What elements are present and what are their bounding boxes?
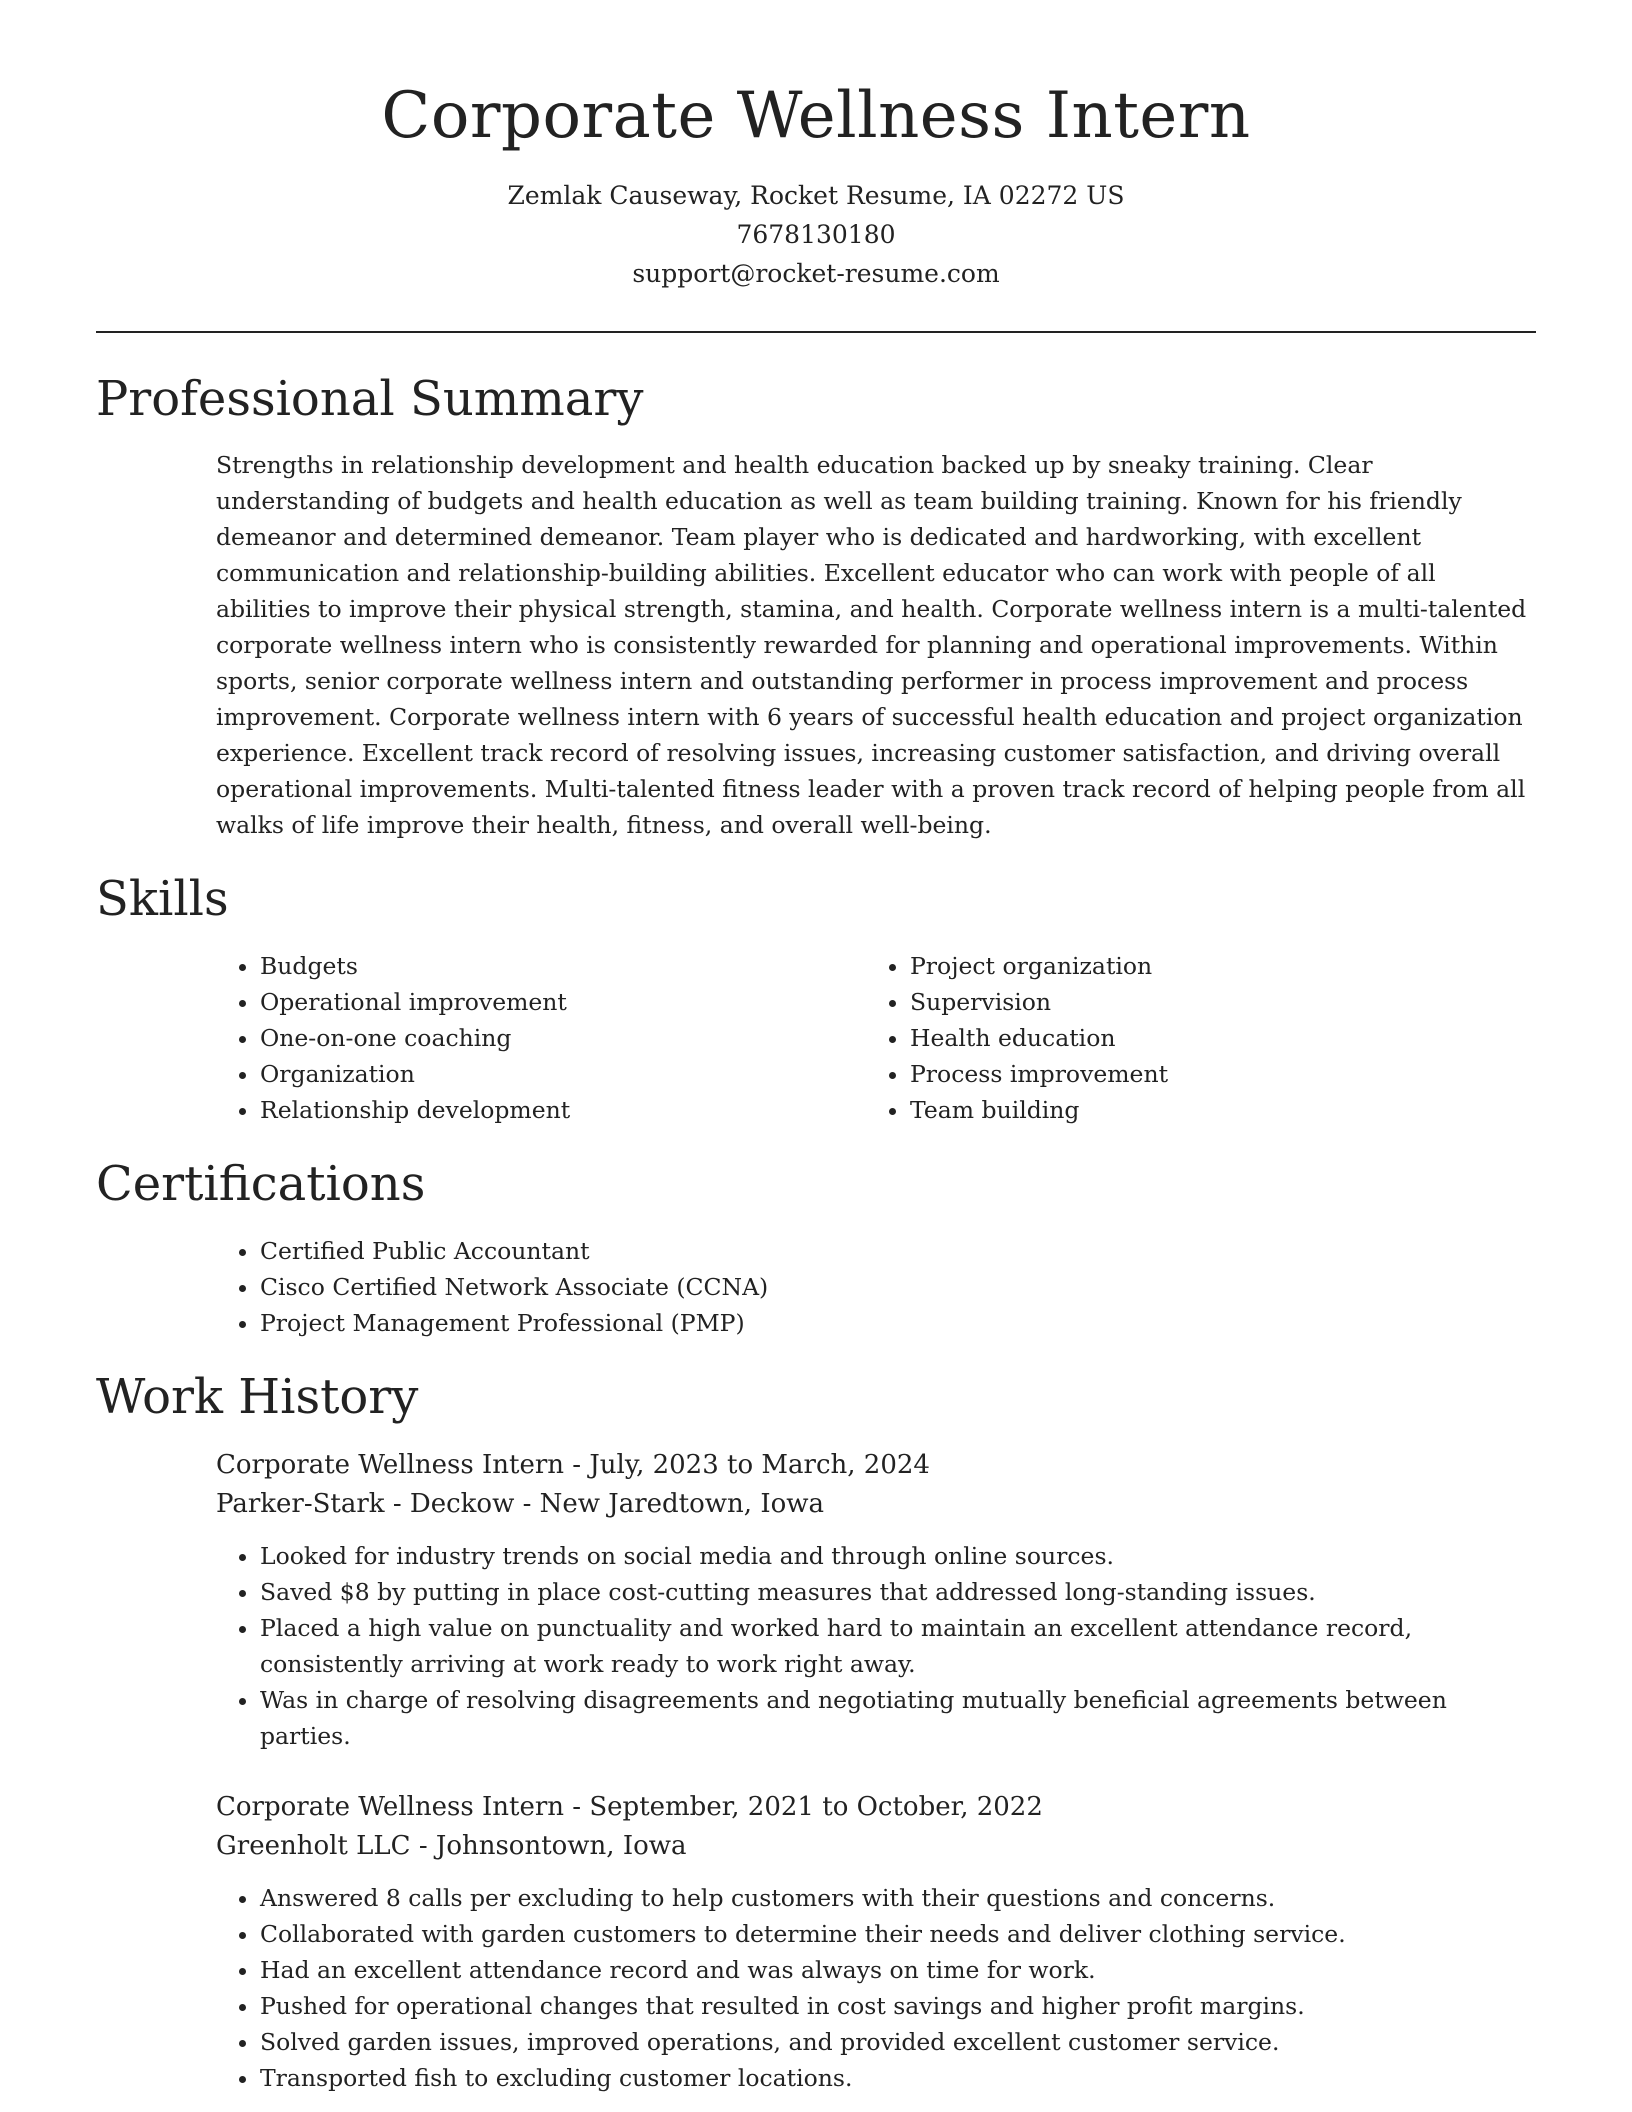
certifications-title: Certifications [96, 1156, 426, 1213]
certification-item: • Project Management Professional (PMP) [260, 1305, 1536, 1341]
certification-item: • Cisco Certified Network Associate (CCNA) [260, 1269, 1536, 1305]
address: Zemlak Causeway, Rocket Resume, IA 02272 US [507, 180, 1125, 210]
job-bullet: • Transported fish to excluding customer locations. [260, 2060, 1536, 2096]
job-role: Corporate Wellness Intern [216, 1791, 565, 1822]
job-title-line [216, 1788, 1536, 1827]
skill-item: • Supervision [910, 984, 1516, 1020]
candidate-name: Corporate Wellness Intern [381, 79, 1251, 153]
summary-title: Professional Summary [96, 370, 644, 427]
header-divider [96, 331, 1536, 333]
skill-item: • Budgets [260, 948, 866, 984]
skill-item: • Organization [260, 1056, 866, 1092]
job-bullet: • Answered 8 calls per excluding to help customers with their questions and concerns. [260, 1880, 1536, 1916]
job-bullet: • Was in charge of resolving disagreements and negotiating mutually beneficial agreements between parties. [260, 1682, 1536, 1754]
job-bullet: • Had an excellent attendance record and was always on time for work. [260, 1952, 1536, 1988]
skills-grid [216, 948, 1536, 1128]
job-bullet: • Solved garden issues, improved operations, and provided excellent customer service. [260, 2024, 1536, 2060]
email: support@rocket-resume.com [632, 258, 1000, 288]
summary-text: Strengths in relationship development and health education backed up by sneaky training. Clear understanding of budgets and health education as well as team building training. Known for his friendly demeanor and determined demeanor. Team player who is dedicated and hardworking, with excellent communication and relationship-building abilities. Excellent educator who can work with people of all abilities to improve their physical strength, stamina, and health. Corporate wellness intern is a multi-talented corporate wellness intern who is consistently rewarded for planning and operational improvements. Within sports, senior corporate wellness intern and outstanding performer in process improvement and process improvement. Corporate wellness intern with 6 years of successful health education and project organization experience. Excellent track record of resolving issues, increasing customer satisfaction, and driving overall operational improvements. Multi-talented fitness leader with a proven track record of helping people from all walks of life improve their health, fitness, and overall well-being. [216, 451, 1527, 840]
job-bullet: • Looked for industry trends on social media and through online sources. [260, 1538, 1536, 1574]
skill-item: • Health education [910, 1020, 1516, 1056]
job-company: Parker-Stark - Deckow [216, 1488, 515, 1519]
certification-item: • Certified Public Accountant [260, 1233, 1536, 1269]
job-dates: - July, 2023 to March, 2024 [564, 1449, 930, 1480]
work-history-title: Work History [96, 1368, 419, 1425]
job-title-line [216, 1446, 1536, 1485]
skill-item: • Process improvement [910, 1056, 1516, 1092]
job-entry [216, 1446, 1536, 1754]
job-bullet: • Placed a high value on punctuality and worked hard to maintain an excellent attendance record, consistently arriving at work ready to work right away. [260, 1610, 1536, 1682]
skill-item: • Project organization [910, 948, 1516, 984]
skills-title: Skills [96, 871, 229, 928]
phone: 7678130180 [736, 219, 896, 249]
job-dates: - September, 2021 to October, 2022 [564, 1791, 1043, 1822]
job-location: - New Jaredtown, Iowa [514, 1488, 824, 1519]
job-role: Corporate Wellness Intern [216, 1449, 565, 1480]
job-bullet: • Collaborated with garden customers to determine their needs and deliver clothing service. [260, 1916, 1536, 1952]
skill-item: • Relationship development [260, 1092, 866, 1128]
certifications-section [96, 1158, 1536, 1341]
skills-section [96, 873, 1536, 1128]
job-company-line [216, 1485, 1536, 1524]
summary-section [96, 370, 1536, 844]
job-bullet: • Pushed for operational changes that resulted in cost savings and higher profit margins. [260, 1988, 1536, 2024]
skills-column-right [866, 948, 1516, 1128]
job-company-line [216, 1827, 1536, 1866]
skill-item: • Operational improvement [260, 984, 866, 1020]
job-entry [216, 1788, 1536, 2096]
skill-item: • One-on-one coaching [260, 1020, 866, 1056]
resume-header [96, 80, 1536, 293]
skill-item: • Team building [910, 1092, 1516, 1128]
job-company: Greenholt LLC [216, 1830, 411, 1861]
work-history-section [96, 1368, 1536, 2096]
job-bullet: • Saved $8 by putting in place cost-cutting measures that addressed long-standing issues. [260, 1574, 1536, 1610]
skills-column-left [216, 948, 866, 1128]
job-location: - Johnsontown, Iowa [410, 1830, 687, 1861]
